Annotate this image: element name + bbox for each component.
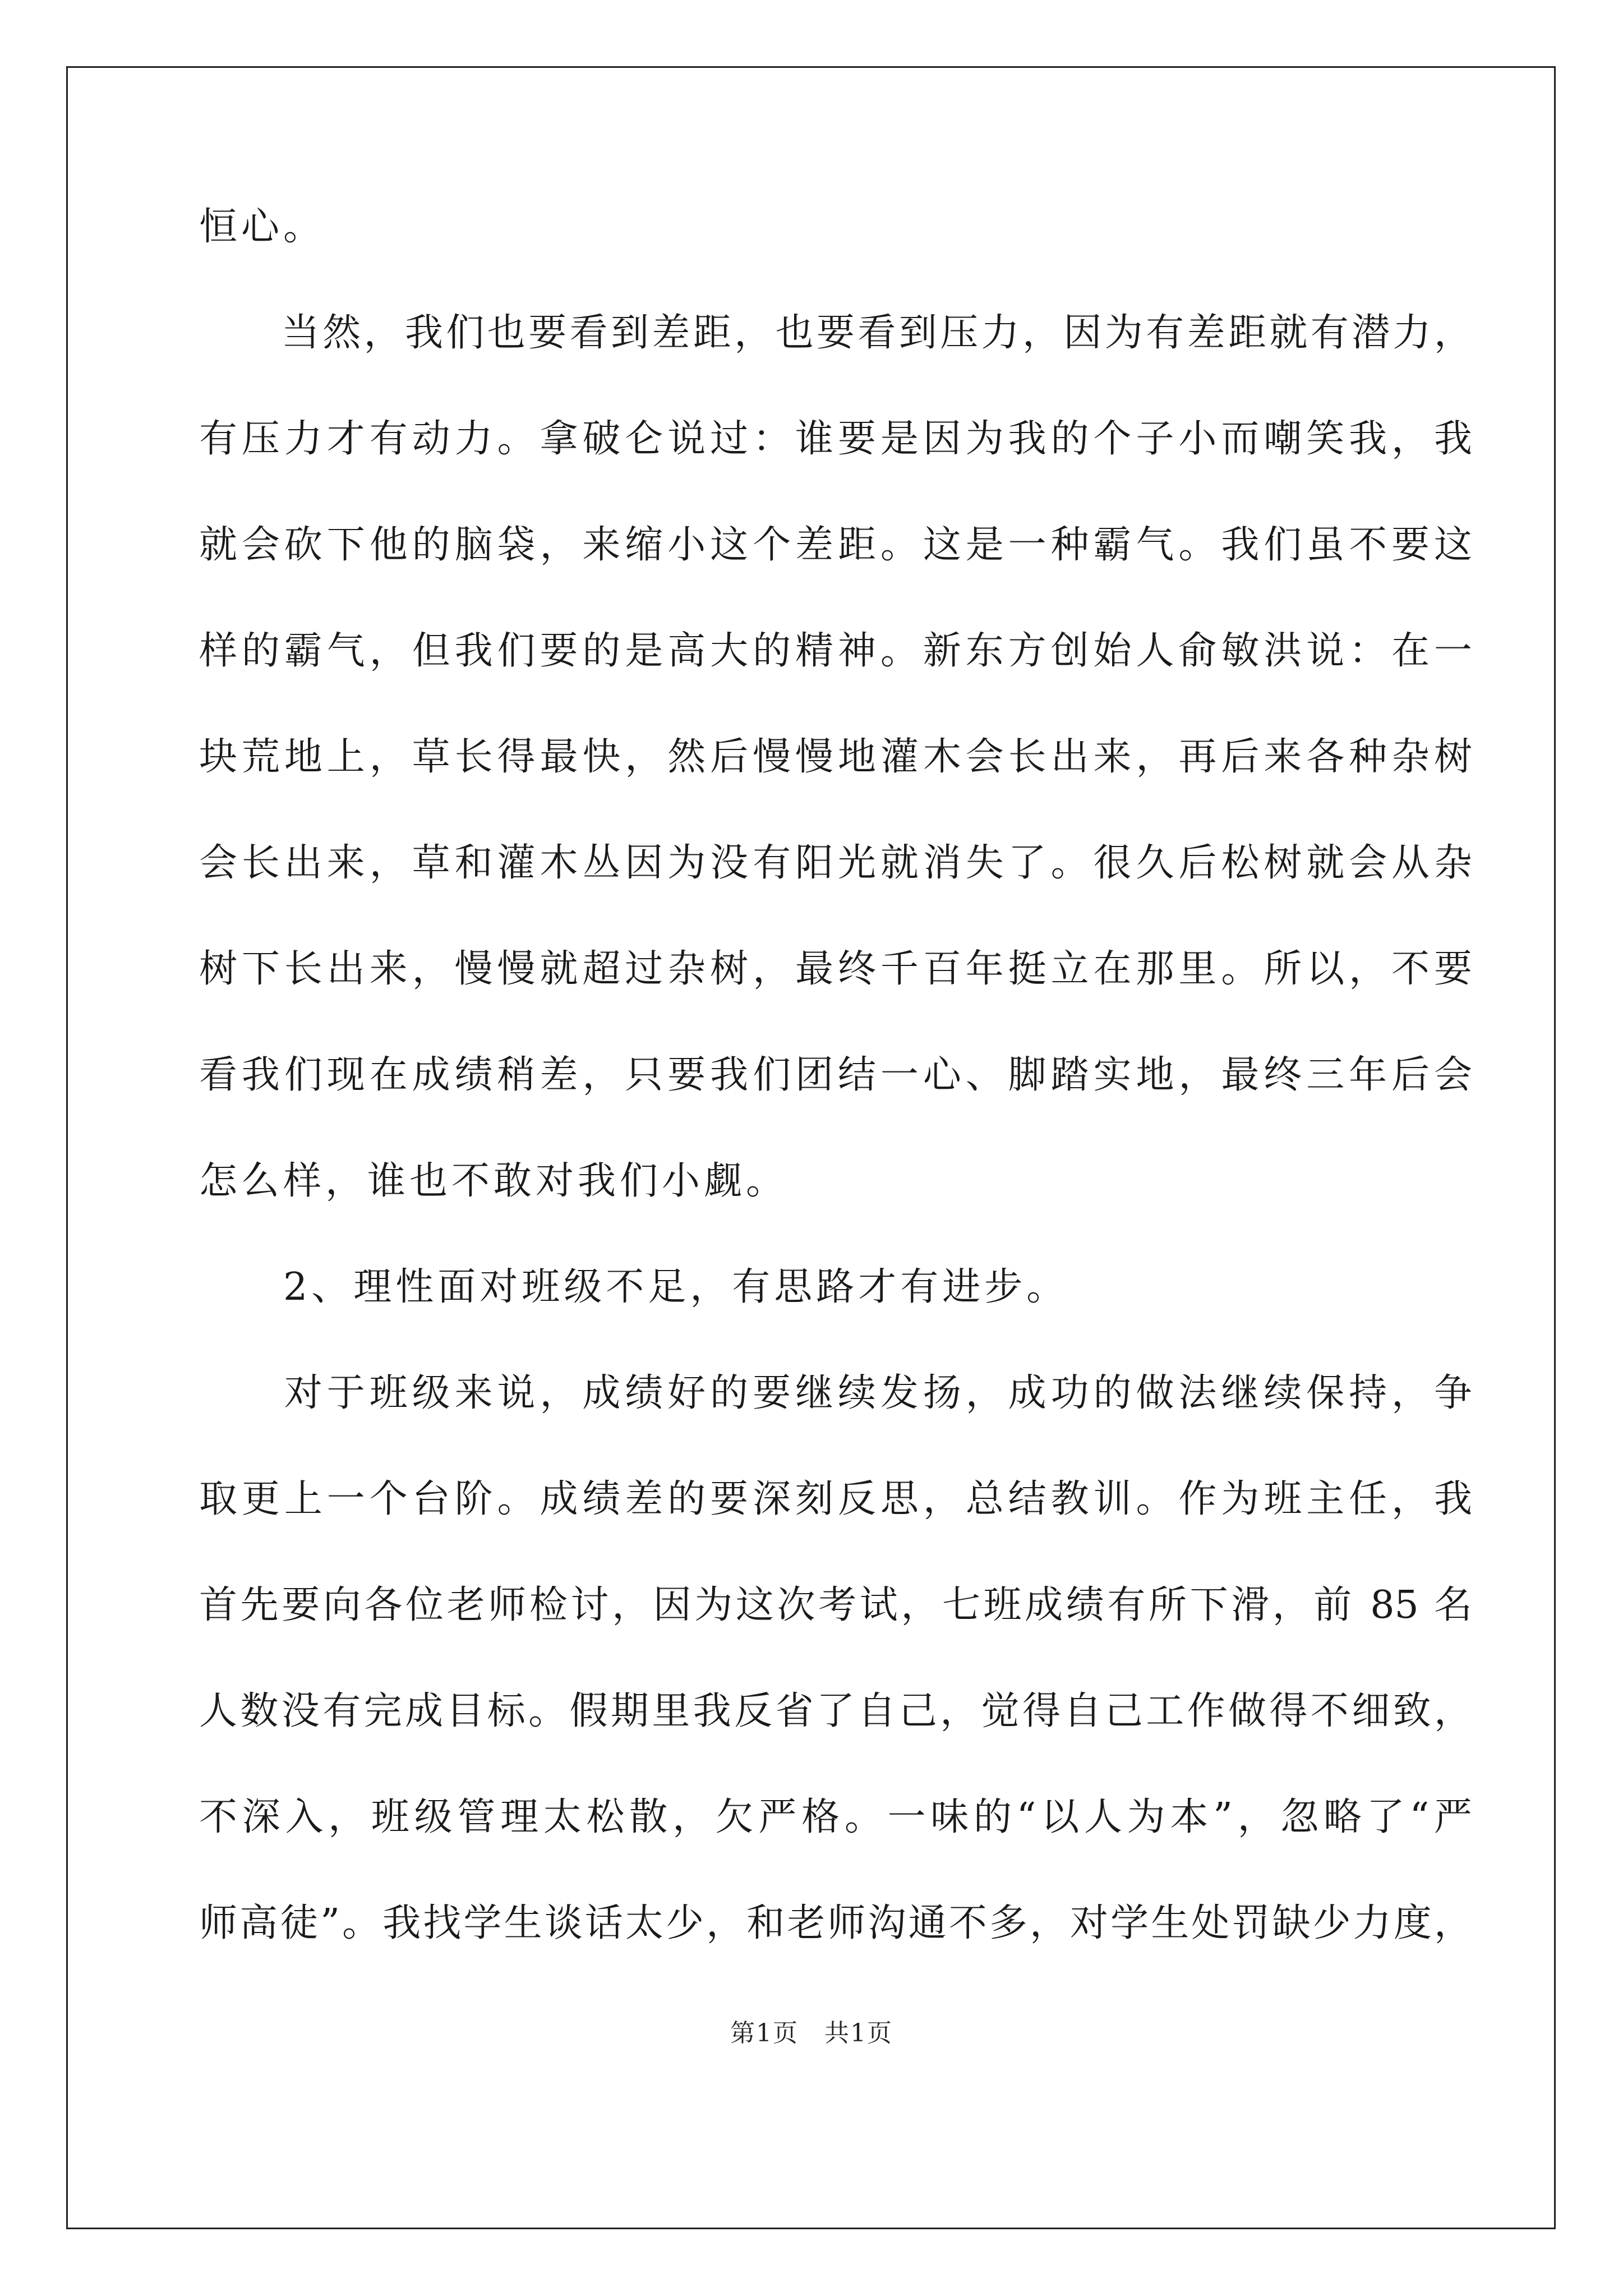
- text-line: 有压力才有动力。拿破仑说过：谁要是因为我的个子小而嘲笑我，我: [199, 417, 1472, 461]
- text-line: 看我们现在成绩稍差，只要我们团结一心、脚踏实地，最终三年后会: [199, 1053, 1472, 1097]
- text-line: 会长出来，草和灌木丛因为没有阳光就消失了。很久后松树就会从杂: [199, 841, 1472, 885]
- text-line: 对于班级来说，成绩好的要继续发扬，成功的做法继续保持，争: [199, 1371, 1472, 1415]
- text-line: 恒心。: [199, 205, 326, 249]
- text-line: 取更上一个台阶。成绩差的要深刻反思，总结教训。作为班主任，我: [199, 1477, 1472, 1521]
- text-line: 师高徒”。我找学生谈话太少，和老师沟通不多，对学生处罚缺少力度，: [199, 1901, 1472, 1945]
- text-line: 样的霸气，但我们要的是高大的精神。新东方创始人俞敏洪说：在一: [199, 629, 1472, 673]
- text-line: 就会砍下他的脑袋，来缩小这个差距。这是一种霸气。我们虽不要这: [199, 523, 1472, 567]
- text-line: 怎么样，谁也不敢对我们小觑。: [199, 1159, 789, 1203]
- text-line: 树下长出来，慢慢就超过杂树，最终千百年挺立在那里。所以，不要: [199, 947, 1472, 991]
- text-line: 首先要向各位老师检讨，因为这次考试，七班成绩有所下滑，前 85 名: [199, 1583, 1472, 1627]
- text-line: 不深入，班级管理太松散，欠严格。一味的“以人为本”，忽略了“严: [199, 1795, 1472, 1839]
- text-line: 块荒地上，草长得最快，然后慢慢地灌木会长出来，再后来各种杂树: [199, 735, 1472, 779]
- text-line: 人数没有完成目标。假期里我反省了自己，觉得自己工作做得不细致，: [199, 1689, 1472, 1733]
- section-heading: 2、理性面对班级不足，有思路才有进步。: [199, 1265, 1069, 1309]
- text-line: 当然，我们也要看到差距，也要看到压力，因为有差距就有潜力，: [199, 311, 1472, 355]
- page-number-footer: 第1页 共1页: [730, 2019, 893, 2047]
